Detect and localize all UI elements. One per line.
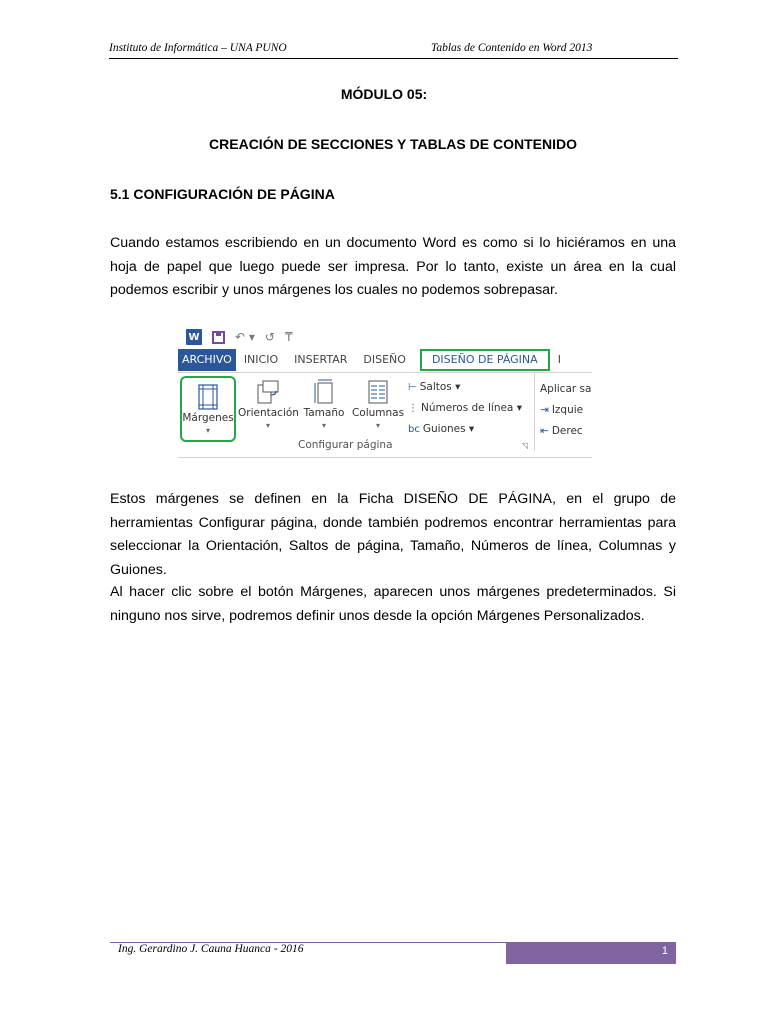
size-icon (313, 379, 335, 405)
tab-insertar[interactable]: INSERTAR (294, 353, 348, 366)
quick-access-toolbar (186, 328, 293, 346)
saltos-label: Saltos ▾ (419, 381, 461, 393)
indent-left-icon: ⇥ (540, 404, 549, 416)
header-institution: Instituto de Informática – UNA PUNO (109, 42, 287, 54)
tab-diseno-de-pagina[interactable]: DISEÑO DE PÁGINA (420, 349, 550, 371)
numeros-label: Números de línea ▾ (421, 402, 522, 414)
tamano-button[interactable] (296, 373, 352, 437)
tamano-label: Tamaño (303, 407, 345, 419)
tab-archivo[interactable]: ARCHIVO (178, 349, 236, 371)
indent-right-icon: ⇤ (540, 425, 549, 437)
indent-left-field[interactable] (540, 400, 591, 421)
columns-icon (367, 379, 389, 405)
tab-inicio[interactable]: INICIO (243, 353, 279, 366)
margenes-label: Márgenes (182, 412, 234, 424)
chevron-down-icon: ▾ (375, 421, 380, 430)
guiones-button[interactable] (408, 419, 522, 440)
breaks-icon: ⊢ (408, 382, 417, 393)
section-heading: 5.1 CONFIGURACIÓN DE PÁGINA (110, 186, 335, 202)
module-title: MÓDULO 05: (340, 86, 428, 102)
tab-diseno[interactable]: DISEÑO (363, 353, 406, 366)
group-divider (534, 373, 535, 451)
redo-icon[interactable]: ↺ (264, 330, 275, 344)
paragraph-margins-button: Al hacer clic sobre el botón Márgenes, aparecen unos márgenes predeterminados. Si ninguno nos sirve, podremos definir unos desde la opción Márgenes Personalizados. (110, 584, 676, 624)
tab-next[interactable]: I (557, 353, 561, 366)
paragraph-margins: Estos márgenes se definen en la Ficha DISEÑO DE PÁGINA, en el grupo de herramientas Configurar página, donde también podremos encontrar herramientas para seleccionar la Orientación, Saltos de página, Tamaño, Números de línea, Columnas y Guiones. (110, 491, 676, 578)
columnas-button[interactable] (350, 373, 406, 437)
ribbon-tabs (178, 349, 592, 371)
word-icon[interactable]: W (186, 329, 202, 345)
save-icon[interactable] (212, 331, 225, 344)
orientacion-button[interactable] (238, 373, 298, 437)
margenes-button[interactable] (180, 376, 236, 442)
hyphenation-icon: bc (408, 424, 420, 435)
ribbon-body (178, 372, 592, 458)
group-label: Configurar página (298, 439, 393, 451)
saltos-button[interactable] (408, 377, 522, 398)
header-topic: Tablas de Contenido en Word 2013 (431, 42, 593, 54)
aplicar-label: Aplicar sa (540, 383, 592, 395)
orientacion-label: Orientación (238, 407, 299, 419)
paragraph-group-partial (540, 379, 591, 442)
line-numbers-icon: ⋮ (408, 403, 418, 414)
margins-icon (197, 384, 219, 410)
orientation-icon (257, 379, 279, 405)
page-header (109, 40, 678, 59)
main-title: CREACIÓN DE SECCIONES Y TABLAS DE CONTENIDO (209, 136, 577, 152)
customize-icon[interactable]: ₸ (284, 330, 293, 344)
page-number: 1 (506, 942, 676, 964)
chevron-down-icon: ▾ (321, 421, 326, 430)
ribbon-screenshot (178, 322, 592, 458)
undo-icon[interactable]: ↶ ▾ (235, 330, 255, 344)
chevron-down-icon: ▾ (265, 421, 270, 430)
indent-right-label: Derec (551, 425, 583, 437)
footer-author: Ing. Gerardino J. Cauna Huanca - 2016 (118, 943, 304, 955)
paragraph-intro: Cuando estamos escribiendo en un documento Word es como si lo hiciéramos en una hoja de papel que luego puede ser impresa. Por lo tanto, existe un área en la cual podemos escribir y unos márgenes los cuales no podemos sobrepasar. (110, 235, 676, 298)
dialog-launcher-icon[interactable]: ◹ (522, 441, 529, 450)
numeros-linea-button[interactable] (408, 398, 522, 419)
indent-left-label: Izquie (551, 404, 584, 416)
columnas-label: Columnas (351, 407, 405, 419)
guiones-label: Guiones ▾ (422, 423, 475, 435)
chevron-down-icon: ▾ (205, 426, 210, 435)
indent-right-field[interactable] (540, 421, 591, 442)
small-buttons-group (408, 377, 522, 440)
